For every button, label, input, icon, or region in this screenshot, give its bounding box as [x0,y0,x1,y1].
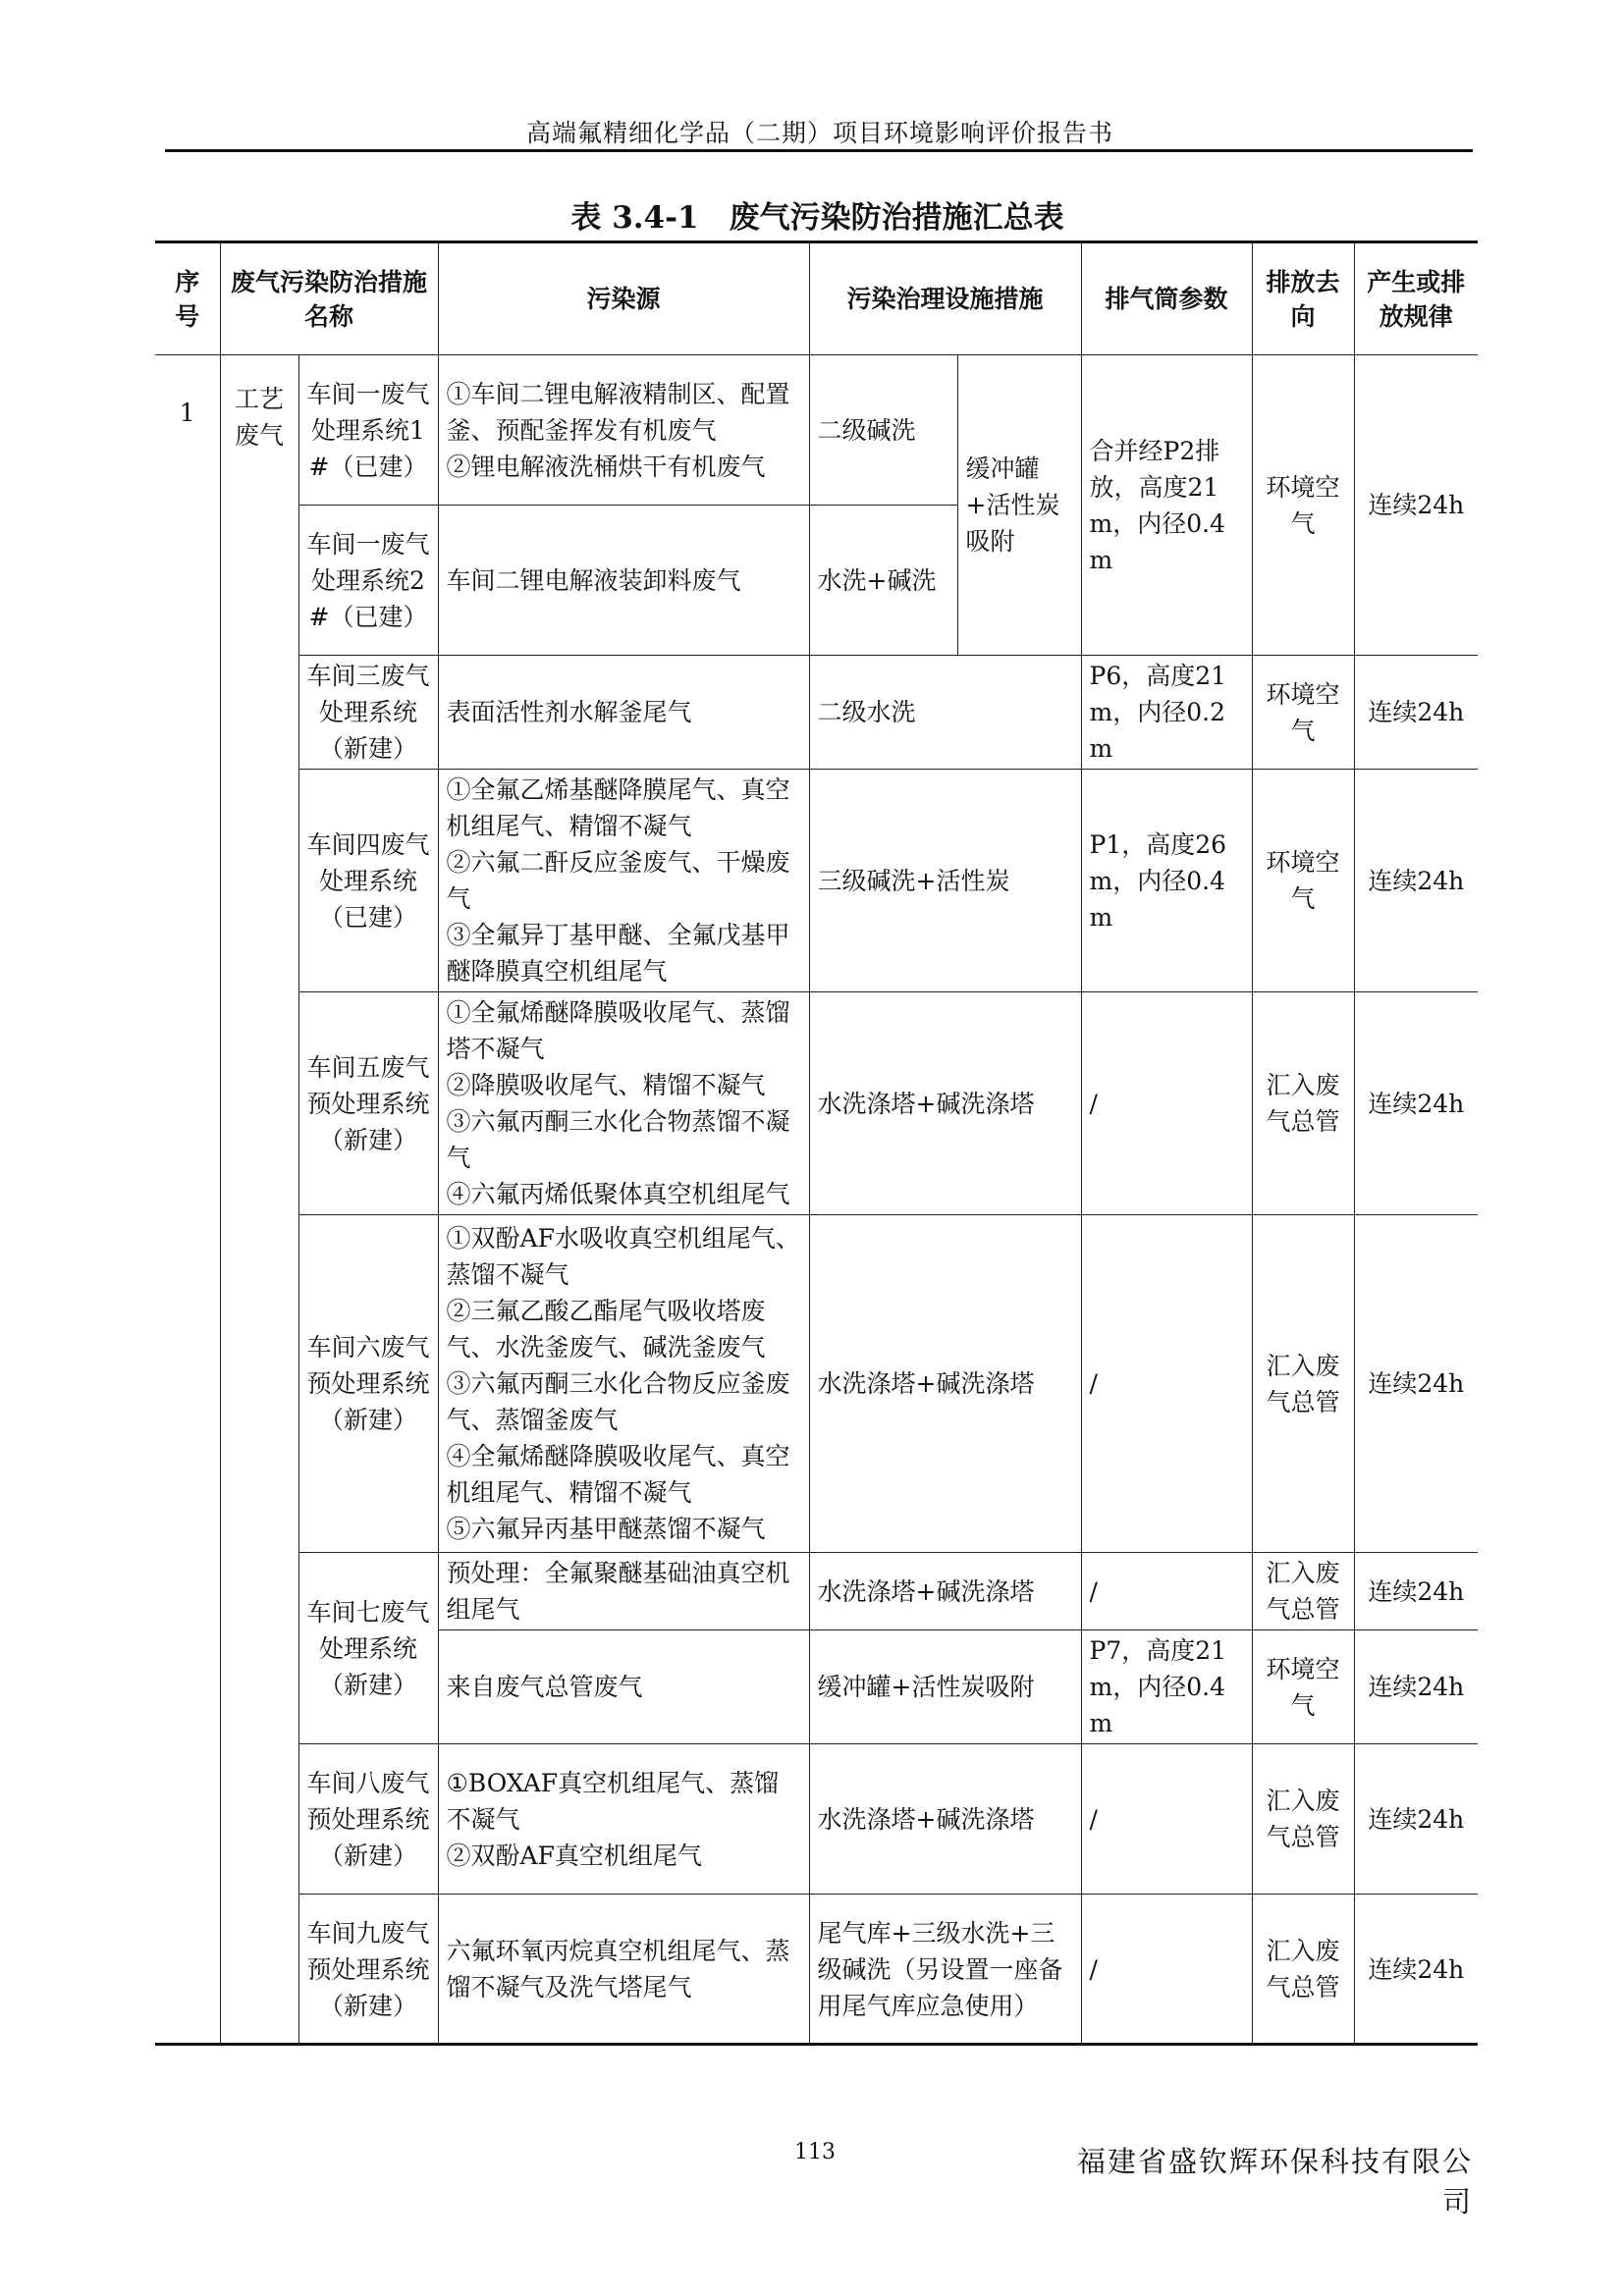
waste-gas-measures-table [155,240,1478,2046]
stack-cell: / [1081,992,1252,1215]
destination-cell: 汇入废气总管 [1252,1744,1354,1895]
table-row [155,656,1478,770]
header-stack: 排气筒参数 [1081,242,1252,355]
source-cell: ①双酚AF水吸收真空机组尾气、蒸馏不凝气 ②三氟乙酸乙酯尾气吸收塔废气、水洗釜废气、碱洗釜废气 ③六氟丙酮三水化合物反应釜废气、蒸馏釜废气 ④全氟烯醚降膜吸收尾气、真空机组尾气、精馏不凝气 ⑤六氟异丙基甲醚蒸馏不凝气 [438,1215,809,1553]
destination-cell: 环境空气 [1252,1630,1354,1744]
source-cell: ①BOXAF真空机组尾气、蒸馏不凝气 ②双酚AF真空机组尾气 [438,1744,809,1895]
category-cell: 工艺废气 [220,355,298,2045]
pattern-cell: 连续24h [1354,1744,1478,1895]
pattern-cell: 连续24h [1354,1630,1478,1744]
table-row [155,1744,1478,1895]
pattern-cell: 连续24h [1354,656,1478,770]
table-row [155,1553,1478,1630]
page-number: 113 [794,2140,836,2164]
source-cell: 来自废气总管废气 [438,1630,809,1744]
header-pattern: 产生或排放规律 [1354,242,1478,355]
header-facility: 污染治理设施措施 [809,242,1081,355]
destination-cell: 汇入废气总管 [1252,1215,1354,1553]
stack-cell: P6，高度21m，内径0.2m [1081,656,1252,770]
system-cell: 车间一废气处理系统2#（已建） [298,506,438,656]
table-header-row [155,242,1478,355]
stack-cell: / [1081,1215,1252,1553]
pattern-cell: 连续24h [1354,355,1478,656]
destination-cell: 汇入废气总管 [1252,1895,1354,2045]
system-cell: 车间八废气预处理系统（新建） [298,1744,438,1895]
source-cell: ①全氟烯醚降膜吸收尾气、蒸馏塔不凝气 ②降膜吸收尾气、精馏不凝气 ③六氟丙酮三水化合物蒸馏不凝气 ④六氟丙烯低聚体真空机组尾气 [438,992,809,1215]
facility-cell: 水洗涤塔+碱洗涤塔 [809,1215,1081,1553]
source-cell: 车间二锂电解液装卸料废气 [438,506,809,656]
destination-cell: 环境空气 [1252,355,1354,656]
pattern-cell: 连续24h [1354,1215,1478,1553]
table-row [155,992,1478,1215]
seq-cell: 1 [155,355,220,2045]
document-header-title: 高端氟精细化学品（二期）项目环境影响评价报告书 [525,119,1113,147]
system-cell: 车间四废气处理系统（已建） [298,770,438,992]
header-source: 污染源 [438,242,809,355]
destination-cell: 环境空气 [1252,770,1354,992]
system-cell: 车间六废气预处理系统（新建） [298,1215,438,1553]
stack-cell: P1，高度26m，内径0.4m [1081,770,1252,992]
table-row [155,1895,1478,2045]
stack-cell: P7，高度21m，内径0.4m [1081,1630,1252,1744]
facility-cell: 尾气库+三级水洗+三级碱洗（另设置一座备用尾气库应急使用） [809,1895,1081,2045]
source-cell: 表面活性剂水解釜尾气 [438,656,809,770]
header-destination: 排放去向 [1252,242,1354,355]
facility-cell: 二级水洗 [809,656,1081,770]
system-cell: 车间五废气预处理系统（新建） [298,992,438,1215]
pattern-cell: 连续24h [1354,1553,1478,1630]
source-cell: ①全氟乙烯基醚降膜尾气、真空机组尾气、精馏不凝气 ②六氟二酐反应釜废气、干燥废气 ③全氟异丁基甲醚、全氟戊基甲醚降膜真空机组尾气 [438,770,809,992]
stack-cell: 合并经P2排放，高度21m，内径0.4m [1081,355,1252,656]
stack-cell: / [1081,1744,1252,1895]
facility-cell: 水洗涤塔+碱洗涤塔 [809,992,1081,1215]
facility-cell: 缓冲罐+活性炭吸附 [809,1630,1081,1744]
destination-cell: 汇入废气总管 [1252,992,1354,1215]
stack-cell: / [1081,1895,1252,2045]
header-rule [165,149,1473,152]
footer-company: 福建省盛钦辉环保科技有限公司 [1076,2145,1473,2218]
source-cell: ①车间二锂电解液精制区、配置釜、预配釜挥发有机废气 ②锂电解液洗桶烘干有机废气 [438,355,809,506]
system-cell: 车间九废气预处理系统（新建） [298,1895,438,2045]
system-cell: 车间七废气处理系统（新建） [298,1553,438,1744]
facility-cell: 三级碱洗+活性炭 [809,770,1081,992]
header-seq: 序号 [155,242,220,355]
pattern-cell: 连续24h [1354,992,1478,1215]
table-row [155,355,1478,506]
stack-cell: / [1081,1553,1252,1630]
pattern-cell: 连续24h [1354,770,1478,992]
source-cell: 六氟环氧丙烷真空机组尾气、蒸馏不凝气及洗气塔尾气 [438,1895,809,2045]
shared-facility-cell: 缓冲罐+活性炭吸附 [957,355,1081,656]
facility-cell: 水洗+碱洗 [809,506,957,656]
system-cell: 车间三废气处理系统（新建） [298,656,438,770]
table-row [155,770,1478,992]
table-row [155,1215,1478,1553]
system-cell: 车间一废气处理系统1#（已建） [298,355,438,506]
facility-cell: 二级碱洗 [809,355,957,506]
destination-cell: 汇入废气总管 [1252,1553,1354,1630]
source-cell: 预处理：全氟聚醚基础油真空机组尾气 [438,1553,809,1630]
destination-cell: 环境空气 [1252,656,1354,770]
facility-cell: 水洗涤塔+碱洗涤塔 [809,1553,1081,1630]
header-measure: 废气污染防治措施名称 [220,242,438,355]
facility-cell: 水洗涤塔+碱洗涤塔 [809,1744,1081,1895]
table-caption: 表 3.4-1 废气污染防治措施汇总表 [570,200,1064,236]
pattern-cell: 连续24h [1354,1895,1478,2045]
